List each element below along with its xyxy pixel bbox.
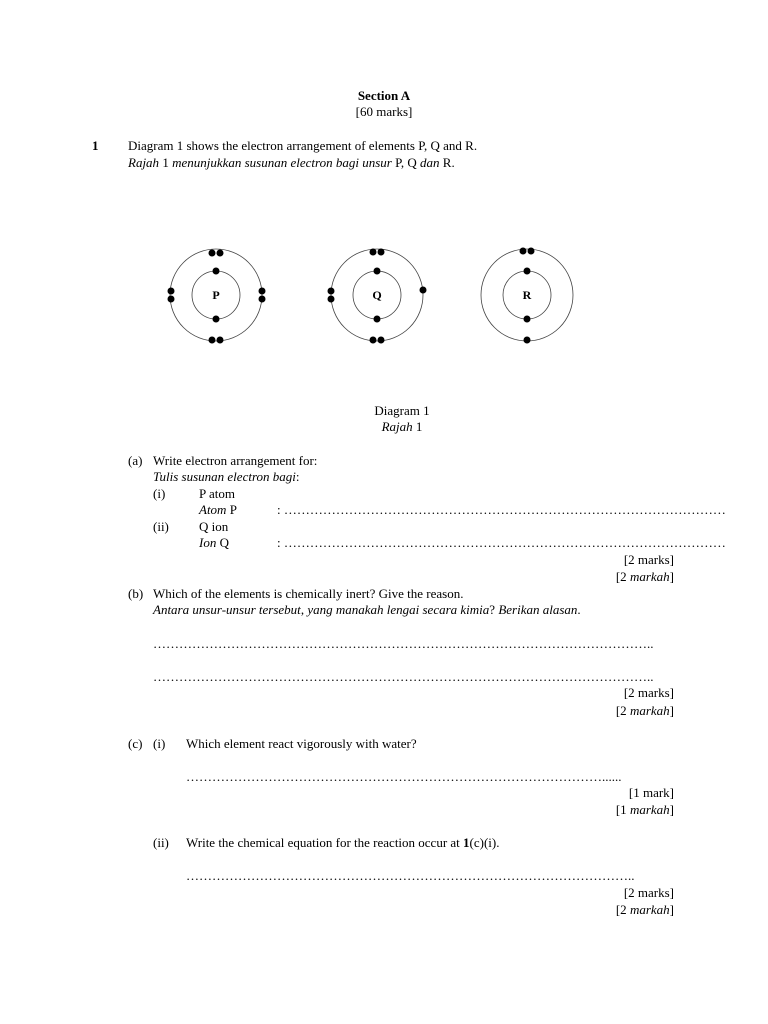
electron [328, 288, 335, 295]
electron [168, 296, 175, 303]
electron [213, 316, 220, 323]
part-a-marks-en: [2 marks] [623, 552, 674, 567]
diagram-caption-en: Diagram 1 [374, 403, 430, 418]
part-a-i-answer-line[interactable]: : ………………………………………………………………………………………… [277, 502, 726, 517]
part-a-ii-ms-part: Ion [199, 535, 217, 550]
part-c-i-answer-line[interactable]: ……………………………………………………………………………………...... [186, 769, 622, 784]
part-b-ms-part: Antara unsur-unsur tersebut [153, 602, 301, 617]
electron-diagram [150, 240, 590, 350]
electron [259, 288, 266, 295]
part-a-ii-answer-line[interactable]: : ………………………………………………………………………………………… [277, 535, 726, 550]
electron [378, 337, 385, 344]
electron [524, 268, 531, 275]
electron [168, 288, 175, 295]
part-c-i-marks-en: [1 mark] [628, 785, 674, 800]
part-a-i-en: P atom [199, 486, 235, 501]
electron [217, 250, 224, 257]
section-marks: [60 marks] [355, 104, 413, 119]
part-c-i-marks-ms [616, 802, 674, 818]
part-a-ii-label: (ii) [153, 519, 169, 534]
part-b-text-ms [153, 602, 581, 618]
caption-ms-part: 1 [412, 419, 423, 434]
part-a-i-label: (i) [153, 486, 166, 501]
marks-part: [1 [615, 802, 630, 817]
atom-r [481, 248, 573, 344]
caption-ms-part: Rajah [381, 419, 413, 434]
marks-part: [2 [615, 703, 630, 718]
part-b-ms-part: yang manakah lengai secara kimia [307, 602, 490, 617]
part-a-i-ms-part: Atom [199, 502, 227, 517]
part-a-i-ms [199, 502, 237, 518]
electron [520, 248, 527, 255]
part-a-text-ms [153, 469, 300, 485]
electron [374, 316, 381, 323]
marks-part: markah [629, 902, 670, 917]
electron [209, 337, 216, 344]
atom-q [328, 249, 427, 344]
part-c-ii-text [186, 835, 500, 851]
part-c-i-text: Which element react vigorously with water? [186, 736, 417, 751]
electron [378, 249, 385, 256]
marks-part: markah [629, 802, 670, 817]
section-title: Section A [357, 88, 411, 103]
part-a-text-en: Write electron arrangement for: [153, 453, 318, 468]
part-c-ii-marks-ms [616, 902, 674, 918]
question-stem-en: Diagram 1 shows the electron arrangement of elements P, Q and R. [128, 138, 478, 153]
part-a-ms-part: Tulis susunan electron bagi [153, 469, 296, 484]
marks-part: markah [629, 569, 670, 584]
stem-ms-part: menunjukkan susunan electron bagi unsur [172, 155, 392, 170]
part-b-label: (b) [128, 586, 144, 601]
diagram-caption-ms [0, 419, 768, 435]
electron [524, 316, 531, 323]
electron [370, 249, 377, 256]
part-c-ii-text-part: (c)(i). [469, 835, 500, 850]
electron [209, 250, 216, 257]
part-a-marks-ms [616, 569, 674, 585]
part-b-ms-part: ? [489, 602, 499, 617]
part-b-ms-part: , [300, 602, 308, 617]
marks-part: [2 [615, 902, 630, 917]
marks-part: ] [669, 703, 674, 718]
electron [328, 296, 335, 303]
question-stem-ms [128, 155, 455, 171]
stem-ms-part: dan [420, 155, 440, 170]
part-a-ii-en: Q ion [199, 519, 229, 534]
part-a-ii-ms-part: Q [216, 535, 229, 550]
electron [524, 337, 531, 344]
marks-part: ] [669, 902, 674, 917]
marks-part: [2 [615, 569, 630, 584]
electron [213, 268, 220, 275]
atom-p [168, 249, 266, 344]
electron [528, 248, 535, 255]
stem-ms-part: 1 [159, 155, 173, 170]
part-b-answer-line-2[interactable]: …………………………………………………………………………………………………….. [153, 669, 654, 684]
electron [259, 296, 266, 303]
part-c-ii-answer-line[interactable]: ………………………………………………………………………………………….. [186, 868, 635, 883]
question-number: 1 [92, 138, 99, 153]
part-b-marks-ms [616, 703, 674, 719]
part-a-label: (a) [128, 453, 143, 468]
stem-ms-part: Rajah [128, 155, 160, 170]
part-c-ii-text-part: Write the chemical equation for the reaction occur at [186, 835, 464, 850]
part-b-text-en: Which of the elements is chemically inert? Give the reason. [153, 586, 464, 601]
stem-ms-part: R. [439, 155, 455, 170]
marks-part: markah [629, 703, 670, 718]
part-c-i-label: (i) [153, 736, 166, 751]
part-c-label: (c) [128, 736, 143, 751]
marks-part: ] [669, 802, 674, 817]
part-c-ii-text-part: 1 [463, 835, 470, 850]
part-b-answer-line-1[interactable]: …………………………………………………………………………………………………….. [153, 636, 654, 651]
electron [370, 337, 377, 344]
electron [420, 287, 427, 294]
part-a-ms-part: : [295, 469, 300, 484]
electron [217, 337, 224, 344]
part-b-ms-part: . [577, 602, 581, 617]
stem-ms-part: P, Q [391, 155, 421, 170]
part-c-ii-label: (ii) [153, 835, 169, 850]
part-a-i-ms-part: P [226, 502, 237, 517]
atom-p-label: P [212, 288, 220, 302]
atom-r-label: R [522, 288, 532, 302]
part-a-ii-ms [199, 535, 229, 551]
atom-q-label: Q [372, 288, 382, 302]
electron [374, 268, 381, 275]
part-c-ii-marks-en: [2 marks] [623, 885, 674, 900]
marks-part: ] [669, 569, 674, 584]
part-b-marks-en: [2 marks] [623, 685, 674, 700]
part-b-ms-part: Berikan alasan [498, 602, 578, 617]
